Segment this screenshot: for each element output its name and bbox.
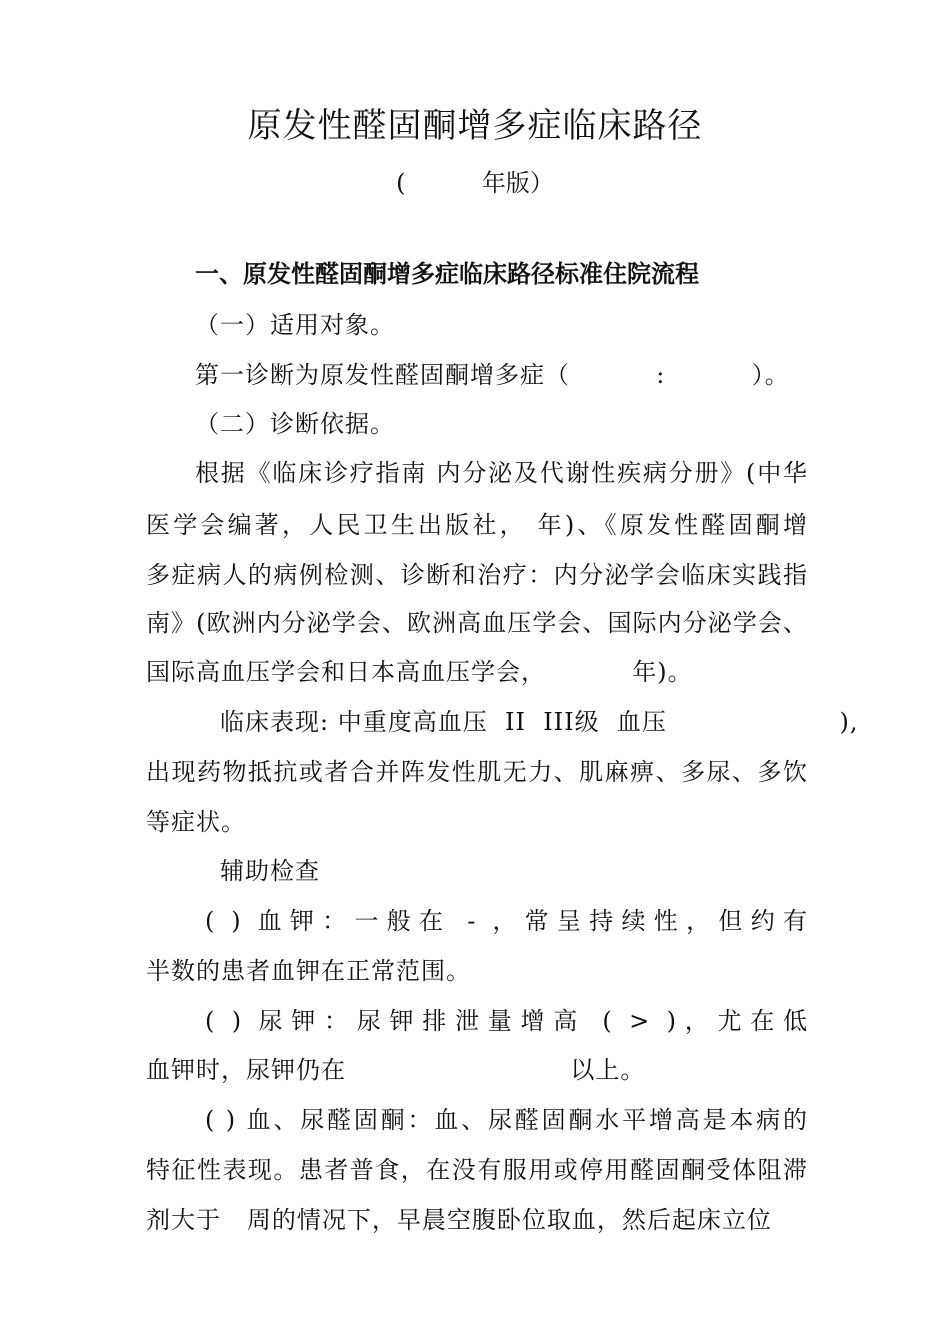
aux-potassium-line: 半数的患者血钾在正常范围。 [146, 957, 471, 985]
basis-line: 医学会编著，人民卫生出版社， 年)、《原发性醛固酮增 [146, 511, 808, 539]
aux-aldosterone-line: 特征性表现。患者普食，在没有服用或停用醛固酮受体阻滞 [146, 1156, 808, 1184]
aux-urine-potassium-line: 血钾时，尿钾仍在 以上。 [146, 1056, 646, 1084]
clinical-line: 出现药物抵抗或者合并阵发性肌无力、肌麻痹、多尿、多饮 [146, 758, 808, 786]
basis-line: 多症病人的病例检测、诊断和治疗：内分泌学会临床实践指 [146, 561, 808, 589]
document-title: 原发性醛固酮增多症临床路径 [247, 106, 703, 146]
clinical-line: 临床表现: 中重度高血压 II III级 血压 ), [220, 708, 859, 736]
basis-line: 南》(欧洲内分泌学会、欧洲高血压学会、国际内分泌学会、 [146, 609, 808, 637]
aux-aldosterone-line: ( ) 血、尿醛固酮：血、尿醛固酮水平增高是本病的 [205, 1106, 808, 1134]
aux-heading: 辅助检查 [220, 857, 320, 885]
section-heading: 一、原发性醛固酮增多症临床路径标准住院流程 [195, 260, 699, 288]
aux-aldosterone-line: 剂大于 周的情况下，早晨空腹卧位取血，然后起床立位 [146, 1206, 772, 1234]
subsection-heading-diagnosis: （二）诊断依据。 [195, 410, 395, 438]
applicable-text: 第一诊断为原发性醛固酮增多症（ : ）。 [195, 361, 790, 389]
basis-line: 国际高血压学会和日本高血压学会， 年)。 [146, 658, 693, 686]
clinical-line: 等症状。 [146, 808, 246, 836]
aux-urine-potassium-line: ( ) 尿钾：尿钾排泄量增高 ( > )，尤在低 [205, 1007, 808, 1035]
basis-line: 根据《临床诊疗指南 内分泌及代谢性疾病分册》(中华 [195, 459, 808, 487]
subsection-heading-applicable: （一）适用对象。 [195, 311, 395, 339]
edition-note: ( 年版） [396, 169, 554, 197]
aux-potassium-line: ( ) 血钾：一般在 - ，常呈持续性，但约有 [205, 907, 808, 935]
